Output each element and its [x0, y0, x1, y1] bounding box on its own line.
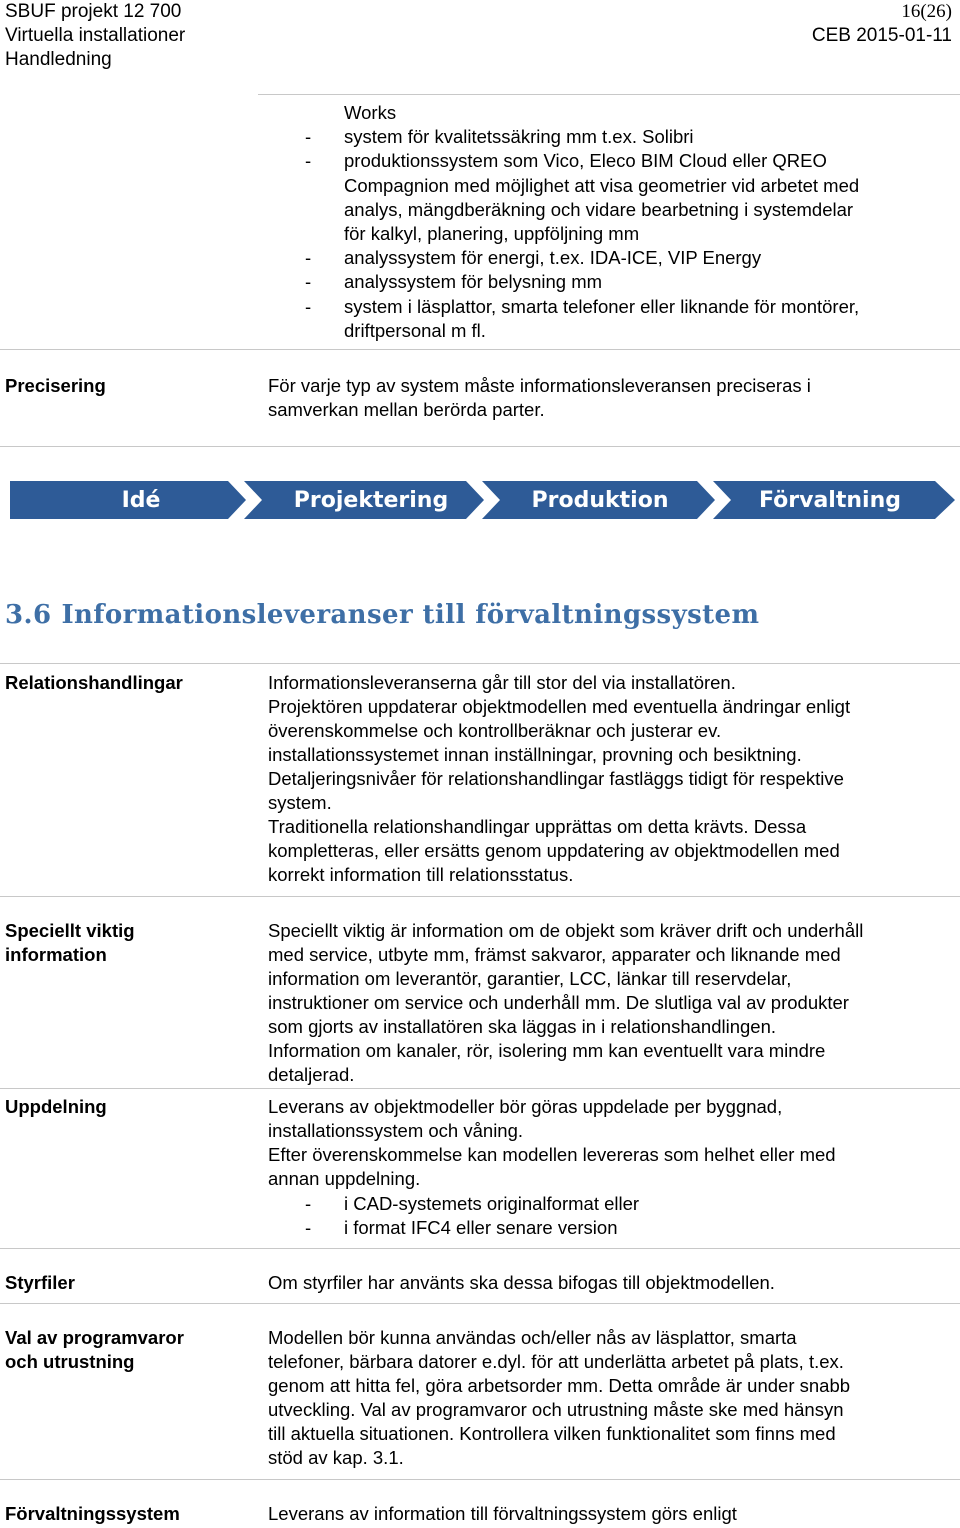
divider — [0, 1303, 960, 1304]
list-continuation: Works — [344, 102, 397, 123]
row-text-precisering: För varje typ av system måste informationsleveransen preciseras i samverkan mellan berörda parter. — [268, 375, 811, 420]
row-text-relationshandlingar: Informationsleveranserna går till stor del via installatören. Projektören uppdaterar objektmodellen med eventuella ändringar enligt överenskommelse och kontrollberäknar och justerar ev. installationssystemet innan inställningar, provning och besiktning. Detaljeringsnivåer för relationshandlingar fastläggs tidigt för respektive system. Traditionella relationshandlingar upprättas om detta krävts. Dessa kompletteras, eller ersätts genom uppdatering av objektmodellen med korrekt information till relationsstatus. — [268, 672, 851, 885]
page-number: 16(26) — [901, 1, 952, 22]
process-label-projektering: Projektering — [293, 488, 449, 513]
system-list — [305, 101, 859, 343]
divider — [0, 663, 960, 664]
row-text-uppdelning: Leverans av objektmodeller bör göras uppdelade per byggnad, installationssystem och våning. Efter överenskommelse kan modellen levereras som helhet eller med annan uppdelning. — [268, 1096, 836, 1189]
format-list — [305, 1192, 639, 1240]
process-label-produktion: Produktion — [531, 488, 669, 513]
document-header-left — [5, 0, 185, 72]
row-text-programvaror: Modellen bör kunna användas och/eller nås av läsplattor, smarta telefoner, bärbara datorer e.dyl. för att underlätta arbetet på plats, t.ex. genom att hitta fel, göra arbetsorder mm. Detta område är under snabb utveckling. Val av programvaror och utrustning måste ske med hänsyn till aktuella situationen. Kontrollera vilken funktionalitet som finns med stöd av kap. 3.1. — [268, 1327, 851, 1468]
divider — [0, 446, 960, 447]
divider — [0, 1088, 960, 1089]
divider — [0, 1479, 960, 1480]
divider — [0, 896, 960, 897]
list-item: - system för kvalitetssäkring mm t.ex. Solibri — [305, 126, 694, 148]
list-item: - produktionssystem som Vico, Eleco BIM Cloud eller QREO Compagnion med möjlighet att visa geometrier vid arbetet med analys, mängdberäkning och vidare bearbetning i systemdelar för kalkyl, planering, uppföljning mm — [305, 150, 860, 245]
section-heading — [5, 600, 760, 630]
section-number: 3.6 — [5, 600, 52, 630]
row-label-programvaror: Val av programvaror och utrustning — [5, 1327, 184, 1372]
process-label-forvaltning: Förvaltning — [759, 488, 901, 513]
section-title: Informationsleveranser till förvaltningssystem — [61, 600, 760, 630]
document-version: CEB 2015-01-11 — [811, 25, 952, 46]
list-item: - system i läsplattor, smarta telefoner eller liknande för montörer, driftpersonal m fl. — [305, 295, 860, 341]
row-label-precisering: Precisering — [5, 375, 106, 396]
list-item: - i format IFC4 eller senare version — [305, 1217, 618, 1239]
document-type: Handledning — [5, 49, 112, 70]
row-text-styrfiler: Om styrfiler har använts ska dessa bifogas till objektmodellen. — [268, 1272, 775, 1293]
document-subtitle: Virtuella installationer — [5, 25, 186, 46]
row-text-forvaltningssystem: Leverans av information till förvaltningssystem görs enligt — [268, 1503, 737, 1524]
list-item: - analyssystem för energi, t.ex. IDA-ICE, VIP Energy — [305, 247, 762, 269]
row-label-styrfiler: Styrfiler — [5, 1272, 75, 1293]
process-flow — [10, 481, 955, 519]
process-label-ide: Idé — [121, 488, 161, 513]
row-text-speciellt-viktig: Speciellt viktig är information om de objekt som kräver drift och underhåll med service, utbyte mm, främst sakvaror, apparater och liknande med information om leverantör, garantier, LCC, länkar till reservdelar, instruktioner om service och underhåll mm. De slutliga val av produkter som gjorts av installatören ska läggas in i relationshandlingen. Information om kanaler, rör, isolering mm kan eventuellt vara mindre detaljerad. — [268, 920, 864, 1085]
list-item: - analyssystem för belysning mm — [305, 271, 603, 293]
divider — [0, 1248, 960, 1249]
row-label-relationshandlingar: Relationshandlingar — [5, 672, 183, 693]
divider — [0, 349, 960, 350]
row-label-speciellt-viktig: Speciellt viktig information — [5, 920, 135, 965]
divider — [258, 94, 960, 95]
document-header-right — [812, 0, 952, 48]
row-label-uppdelning: Uppdelning — [5, 1096, 107, 1117]
project-name: SBUF projekt 12 700 — [5, 1, 182, 22]
list-item: - i CAD-systemets originalformat eller — [305, 1193, 640, 1214]
row-label-forvaltningssystem: Förvaltningssystem — [5, 1503, 180, 1524]
